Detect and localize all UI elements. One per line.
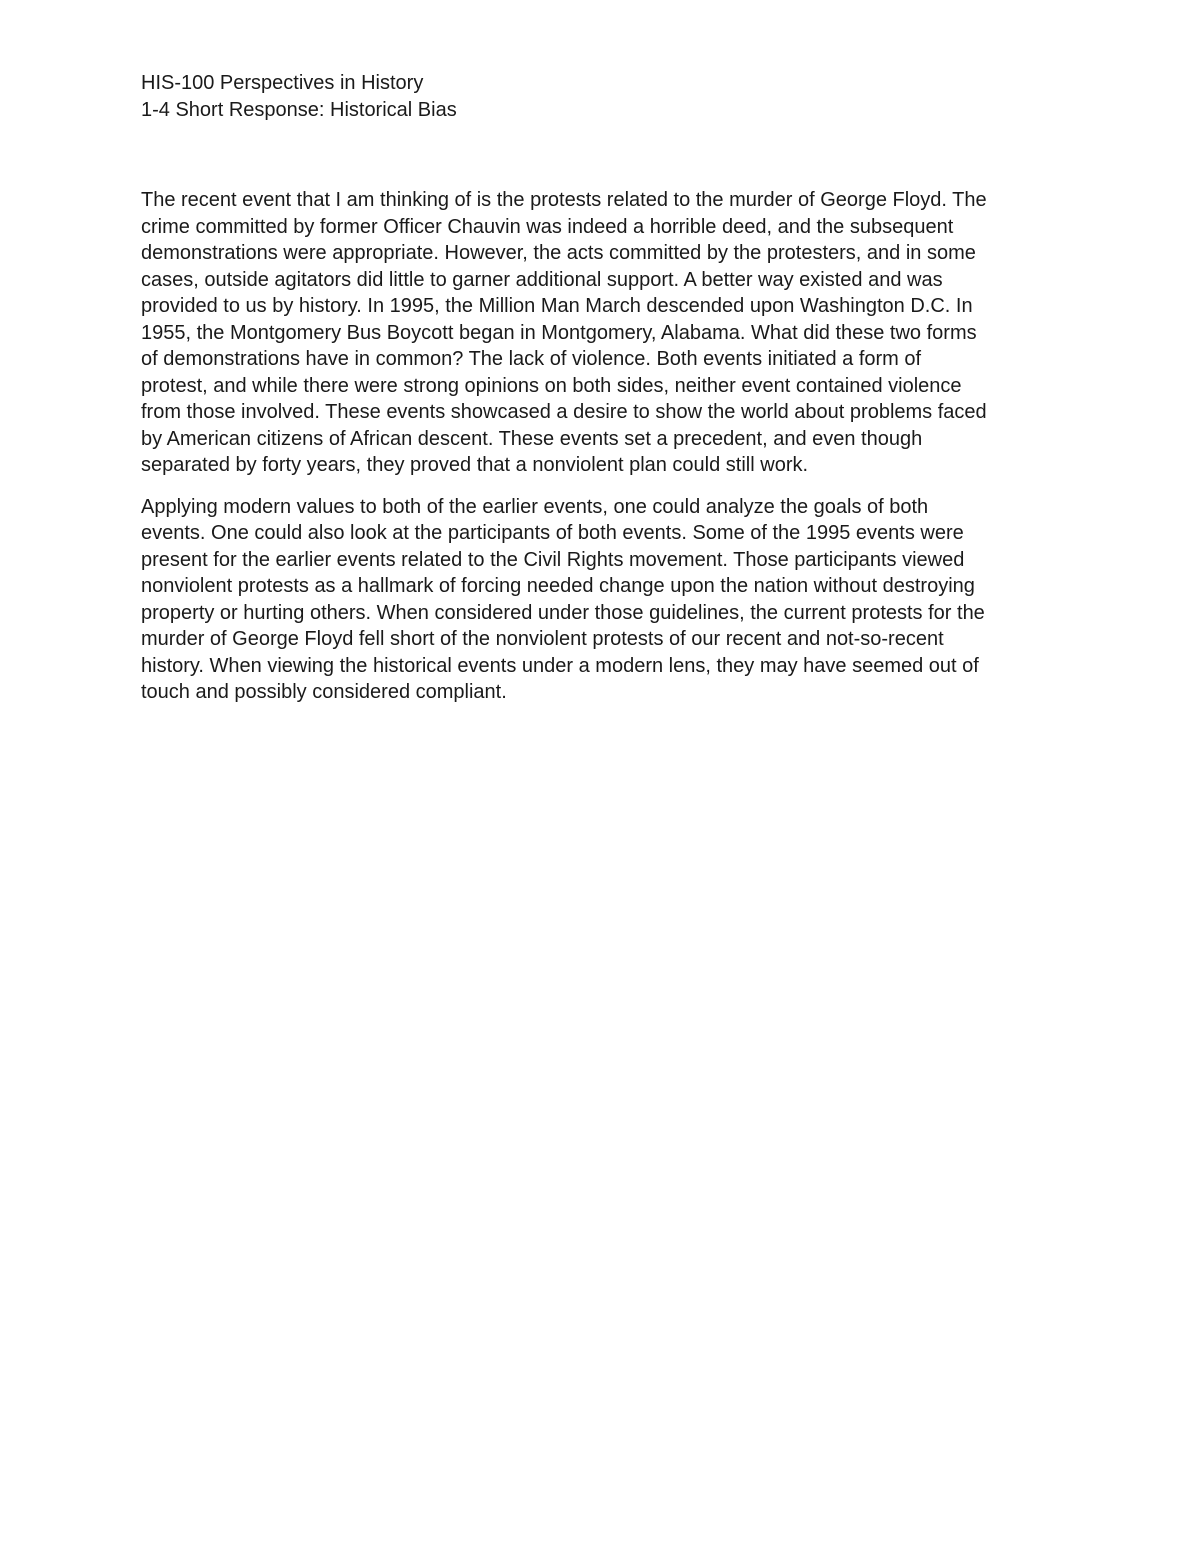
text-line: separated by forty years, they proved that a nonviolent plan could still work.: [141, 454, 809, 476]
text-line: crime committed by former Officer Chauvin was indeed a horrible deed, and the subsequent: [141, 215, 954, 238]
text-line: of demonstrations have in common? The lack of violence. Both events initiated a form of: [141, 348, 922, 370]
text-line: cases, outside agitators did little to garner additional support. A better way existed and was: [141, 268, 943, 291]
text-line: nonviolent protests as a hallmark of forcing needed change upon the nation without destroying: [141, 575, 975, 597]
text-line: property or hurting others. When considered under those guidelines, the current protests for the: [141, 601, 985, 624]
paragraph-2: [141, 494, 1061, 706]
text-line: events. One could also look at the participants of both events. Some of the 1995 events were: [141, 522, 964, 544]
text-line: The recent event that I am thinking of is the protests related to the murder of George Floyd. The: [141, 189, 987, 211]
text-line: present for the earlier events related to the Civil Rights movement. Those participants viewed: [141, 548, 965, 571]
text-line: protest, and while there were strong opinions on both sides, neither event contained violence: [141, 374, 962, 397]
text-line: by American citizens of African descent. These events set a precedent, and even though: [141, 427, 923, 450]
text-line: Applying modern values to both of the earlier events, one could analyze the goals of both: [141, 495, 929, 518]
text-line: history. When viewing the historical events under a modern lens, they may have seemed out of: [141, 654, 979, 677]
text-line: from those involved. These events showcased a desire to show the world about problems faced: [141, 401, 987, 423]
text-line: 1955, the Montgomery Bus Boycott began in Montgomery, Alabama. What did these two forms: [141, 321, 977, 344]
document-body: [141, 187, 1061, 721]
document-header: [141, 70, 1061, 123]
paragraph-1: [141, 187, 1061, 479]
text-line: demonstrations were appropriate. However, the acts committed by the protesters, and in some: [141, 242, 976, 264]
text-line: touch and possibly considered compliant.: [141, 681, 507, 703]
text-line: provided to us by history. In 1995, the Million Man March descended upon Washington D.C. In: [141, 295, 973, 317]
text-line: murder of George Floyd fell short of the nonviolent protests of our recent and not-so-recent: [141, 628, 944, 650]
course-title: HIS-100 Perspectives in History: [141, 72, 424, 94]
assignment-title: 1-4 Short Response: Historical Bias: [141, 98, 457, 121]
